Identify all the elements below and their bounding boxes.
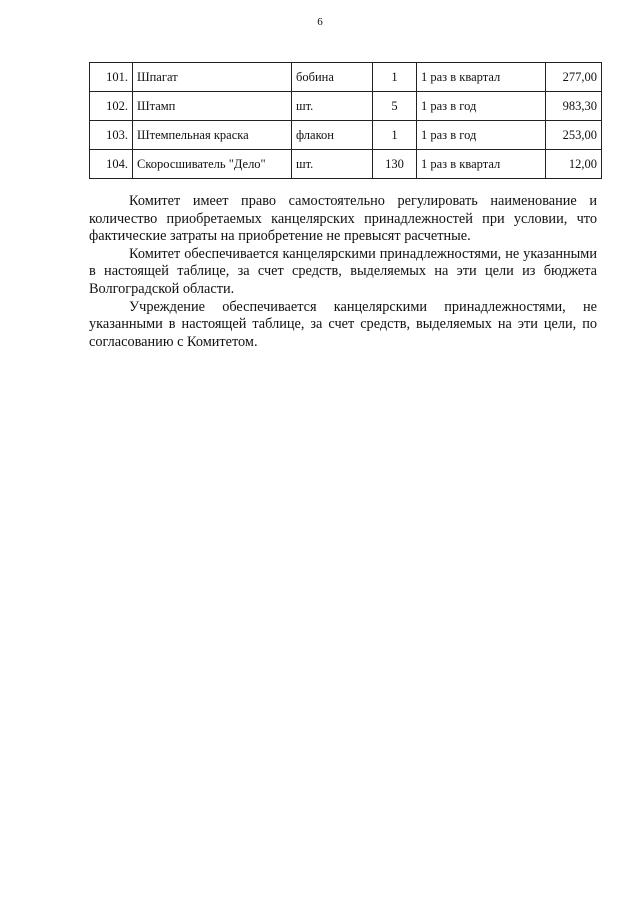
item-frequency: 1 раз в год: [417, 121, 546, 150]
row-number: 103.: [90, 121, 133, 150]
item-price: 253,00: [546, 121, 602, 150]
table-row: [90, 92, 602, 121]
item-price: 12,00: [546, 150, 602, 179]
item-quantity: 1: [373, 121, 417, 150]
page-number: 6: [317, 16, 323, 28]
item-quantity: 130: [373, 150, 417, 179]
item-frequency: 1 раз в квартал: [417, 150, 546, 179]
row-number: 101.: [90, 63, 133, 92]
paragraph-committee-supply: Комитет обеспечивается канцелярскими принадлежностями, не указанными в настоящей таблице, за счет средств, выделяемых на эти цели из бюджета Волгоградской области.: [89, 245, 597, 297]
row-number: 104.: [90, 150, 133, 179]
paragraph-committee-rights: Комитет имеет право самостоятельно регулировать наименование и количество приобретаемых канцелярских принадлежностей при условии, что фактические затраты на приобретение не превысят расчетные.: [89, 193, 597, 245]
item-unit: флакон: [292, 121, 373, 150]
item-frequency: 1 раз в квартал: [417, 63, 546, 92]
item-unit: бобина: [292, 63, 373, 92]
table-row: [90, 121, 602, 150]
item-name: Штемпельная краска: [133, 121, 292, 150]
item-unit: шт.: [292, 150, 373, 179]
item-quantity: 5: [373, 92, 417, 121]
supplies-table: [89, 62, 602, 179]
body-text: [89, 193, 597, 351]
table-row: [90, 150, 602, 179]
item-quantity: 1: [373, 63, 417, 92]
paragraph-institution-supply: Учреждение обеспечивается канцелярскими принадлежностями, не указанными в настоящей таблице, за счет средств, выделяемых на эти цели, по согласованию с Комитетом.: [89, 298, 597, 350]
item-name: Скоросшиватель "Дело": [133, 150, 292, 179]
item-price: 277,00: [546, 63, 602, 92]
item-name: Шпагат: [133, 63, 292, 92]
item-price: 983,30: [546, 92, 602, 121]
item-frequency: 1 раз в год: [417, 92, 546, 121]
item-name: Штамп: [133, 92, 292, 121]
item-unit: шт.: [292, 92, 373, 121]
row-number: 102.: [90, 92, 133, 121]
table-row: [90, 63, 602, 92]
